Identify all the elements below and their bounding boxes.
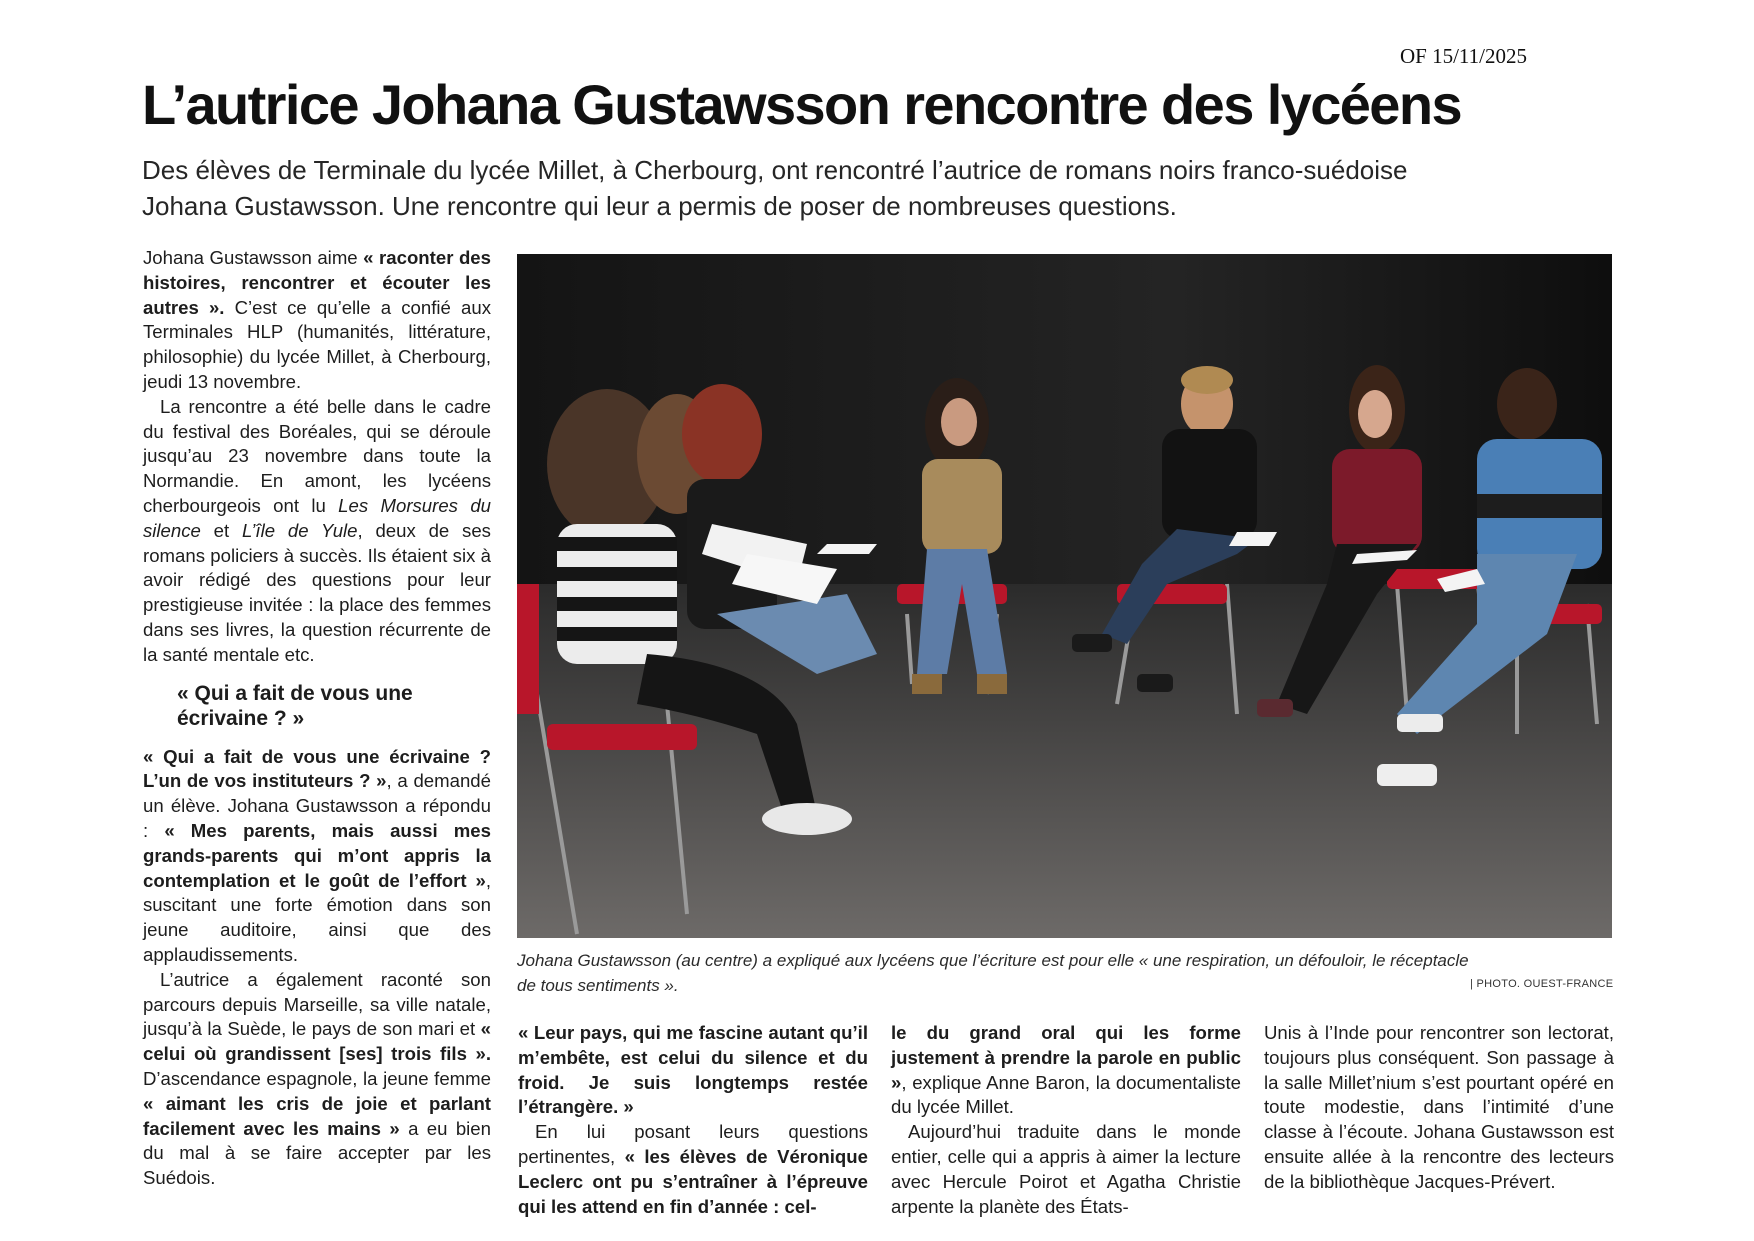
article-column-4 bbox=[1264, 1021, 1614, 1195]
article-photo bbox=[517, 254, 1612, 938]
subheading: « Qui a fait de vous une écrivaine ? » bbox=[177, 681, 413, 730]
paragraph-3: « Qui a fait de vous une écrivaine ? L’un de vos instituteurs ? », a demandé un élève. Johana Gustawsson a répondu : « Mes parents, mais aussi mes grands-parents qui m’ont appris la contemplation et le goût de l’effort », suscitant une forte émotion dans son jeune auditoire, ainsi que des applaudissements. bbox=[143, 745, 491, 965]
paragraph-8: Aujourd’hui traduite dans le monde entier, celle qui a appris à aimer la lecture avec Hercule Poirot et Agatha Christie arpente la planète des États- bbox=[891, 1121, 1241, 1217]
standfirst: Des élèves de Terminale du lycée Millet, à Cherbourg, ont rencontré l’autrice de romans noirs franco-suédoise Johana Gustawsson. Une rencontre qui leur a permis de poser de nombreuses questions. bbox=[142, 155, 1408, 221]
publication-date: OF 15/11/2025 bbox=[1400, 44, 1527, 68]
paragraph-2: La rencontre a été belle dans le cadre du festival des Boréales, qui se déroule jusqu’au 23 novembre dans toute la Normandie. En amont, les lycéens cherbourgeois ont lu Les Morsures du silence et L’île de Yule, deux de ses romans policiers à succès. Ils étaient six à avoir rédigé des questions pour leur prestigieuse invitée : la place des femmes dans ses livres, la question récurrente de la santé mentale etc. bbox=[143, 395, 491, 665]
paragraph-5: « Leur pays, qui me fascine autant qu’il m’embête, est celui du silence et du froid. Je suis longtemps restée l’étrangère. » bbox=[518, 1022, 868, 1118]
photo-illustration bbox=[517, 254, 1612, 938]
paragraph-4: L’autrice a également raconté son parcours depuis Marseille, sa ville natale, jusqu’à la Suède, le pays de son mari et « celui où grandissent [ses] trois fils ». D’ascendance espagnole, la jeune femme « aimant les cris de joie et parlant facilement avec les mains » a eu bien du mal à se faire accepter par les Suédois. bbox=[143, 968, 491, 1189]
paragraph-6: En lui posant leurs questions pertinentes, « les élèves de Véronique Leclerc ont pu s’entraîner à l’épreuve qui les attend en fin d’année : cel- bbox=[518, 1121, 868, 1217]
paragraph-7: le du grand oral qui les forme justement à prendre la parole en public », explique Anne Baron, la documentaliste du lycée Millet. bbox=[891, 1022, 1241, 1118]
photo-caption: Johana Gustawsson (au centre) a expliqué aux lycéens que l’écriture est pour elle « une respiration, un défouloir, le réceptacle de tous sentiments ». bbox=[517, 951, 1469, 995]
article-column-1 bbox=[143, 246, 491, 1191]
paragraph-9: Unis à l’Inde pour rencontrer son lectorat, toujours plus conséquent. Son passage à la salle Millet’nium s’est pourtant opéré en toute modestie, dans l’intimité d’une classe à l’écoute. Johana Gustawsson est ensuite allée à la rencontre des lecteurs de la bibliothèque Jacques-Prévert. bbox=[1264, 1022, 1614, 1192]
article-column-2 bbox=[518, 1021, 868, 1219]
photo-credit: | PHOTO. OUEST-FRANCE bbox=[1470, 978, 1614, 990]
headline: L’autrice Johana Gustawsson rencontre des lycéens bbox=[142, 73, 1462, 136]
paragraph-1: Johana Gustawsson aime « raconter des histoires, rencontrer et écouter les autres ». C’est ce qu’elle a confié aux Terminales HLP (humanités, littérature, philosophie) du lycée Millet, à Cherbourg, jeudi 13 novembre. bbox=[143, 247, 491, 392]
article-column-3 bbox=[891, 1021, 1241, 1219]
